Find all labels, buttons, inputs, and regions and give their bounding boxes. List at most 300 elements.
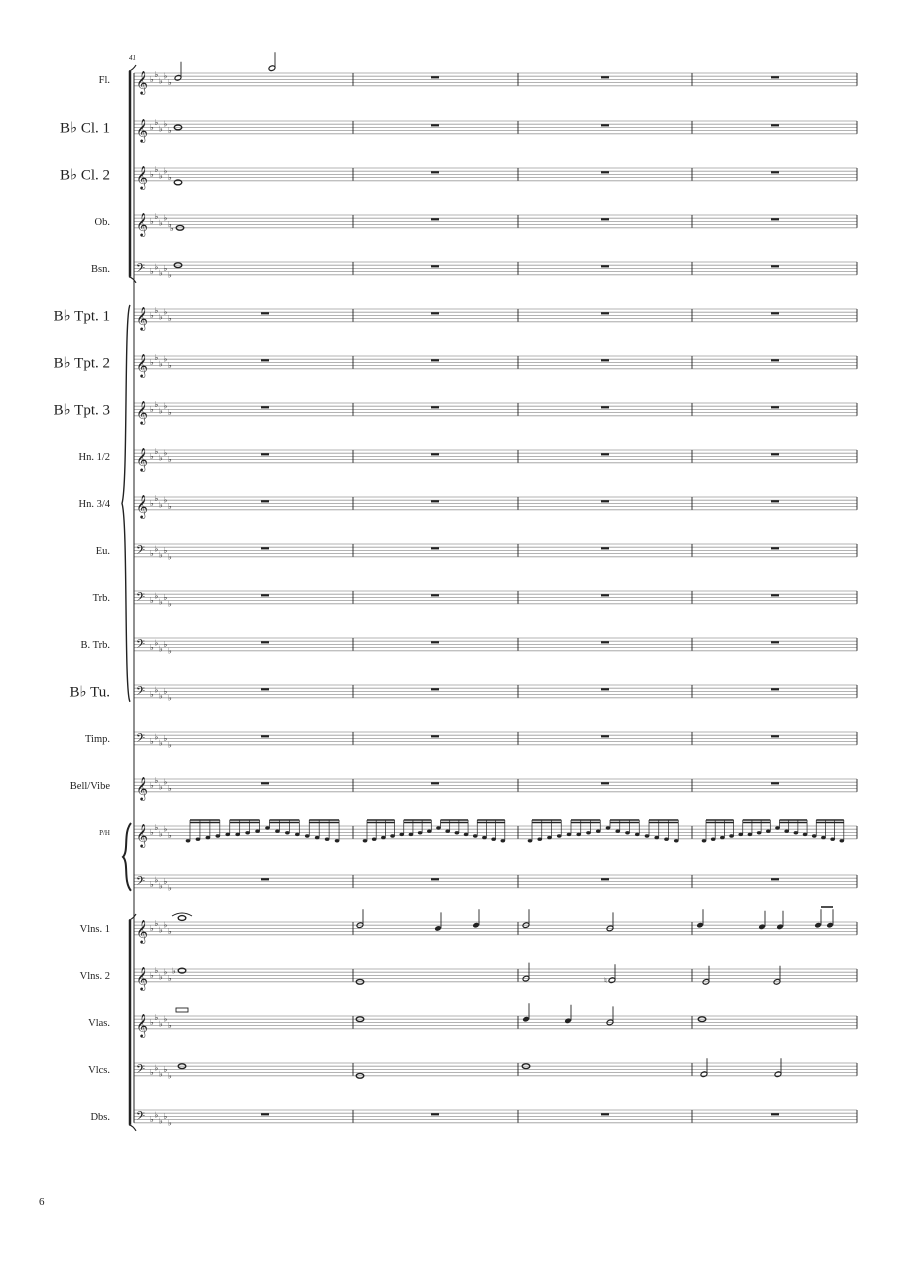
whole-rest <box>771 547 779 549</box>
treble-clef-icon: 𝄞 <box>136 117 148 142</box>
flat-icon: ♭ <box>154 919 159 929</box>
whole-rest <box>261 878 269 880</box>
flat-icon: ♭ <box>163 1111 168 1121</box>
flat-icon: ♭ <box>163 777 168 787</box>
sixteenth-note <box>445 830 450 833</box>
sixteenth-note <box>399 833 404 836</box>
flat-icon: ♭ <box>163 401 168 411</box>
flat-icon: ♭ <box>150 310 154 320</box>
whole-rest <box>771 76 779 78</box>
sixteenth-note <box>216 834 221 837</box>
flat-icon: ♭ <box>159 76 163 86</box>
flat-icon: ♭ <box>150 216 154 226</box>
whole-rest <box>261 641 269 643</box>
flat-icon: ♭ <box>159 500 163 510</box>
treble-clef-icon: 𝄞 <box>136 69 148 94</box>
flat-icon: ♭ <box>150 122 154 132</box>
flat-icon: ♭ <box>159 881 163 891</box>
whole-rest <box>431 312 439 314</box>
whole-rest <box>431 688 439 690</box>
sixteenth-note <box>196 838 201 841</box>
whole-rest <box>261 735 269 737</box>
flat-icon: ♭ <box>154 262 159 272</box>
treble-clef-icon: 𝄞 <box>136 1012 148 1037</box>
flat-icon: ♭ <box>163 545 168 555</box>
sixteenth-note <box>225 833 230 836</box>
sixteenth-note <box>840 839 845 842</box>
sixteenth-note <box>654 836 659 839</box>
sixteenth-note <box>436 826 441 829</box>
whole-rest <box>261 594 269 596</box>
bass-clef-icon: 𝄢 <box>136 543 146 560</box>
flat-icon: ♭ <box>163 686 168 696</box>
flat-icon: ♭ <box>159 644 163 654</box>
whole-rest <box>261 500 269 502</box>
whole-rest <box>771 312 779 314</box>
flat-icon: ♭ <box>150 267 154 277</box>
flat-icon: ♭ <box>154 1110 159 1120</box>
bass-clef-icon: 𝄢 <box>136 1062 146 1079</box>
bass-clef-icon: 𝄢 <box>136 261 146 278</box>
flat-icon: ♭ <box>163 495 168 505</box>
sixteenth-note <box>635 833 640 836</box>
flat-icon: ♭ <box>159 1069 163 1079</box>
sixteenth-note <box>528 839 533 842</box>
staff-label: Fl. <box>98 75 110 87</box>
flat-icon: ♭ <box>154 1013 159 1023</box>
sixteenth-note <box>245 831 250 834</box>
sixteenth-note <box>586 831 591 834</box>
staff-label: Vlcs. <box>88 1065 110 1077</box>
sixteenth-note <box>738 833 743 836</box>
sixteenth-note <box>305 834 310 837</box>
flat-icon: ♭ <box>168 126 172 136</box>
whole-rest <box>261 782 269 784</box>
flat-icon: ♭ <box>154 400 159 410</box>
sixteenth-note <box>711 838 716 841</box>
whole-rest <box>601 1113 609 1115</box>
flat-icon: ♭ <box>150 780 154 790</box>
sixteenth-note <box>206 836 211 839</box>
sixteenth-note <box>235 833 240 836</box>
treble-clef-icon: 𝄞 <box>136 352 148 377</box>
staff-label: Bsn. <box>91 264 110 276</box>
flat-icon: ♭ <box>159 738 163 748</box>
whole-rest <box>601 641 609 643</box>
sixteenth-note <box>830 838 835 841</box>
flat-icon: ♭ <box>163 920 168 930</box>
flat-icon: ♭ <box>163 592 168 602</box>
whole-rest <box>771 688 779 690</box>
sixteenth-note <box>720 836 725 839</box>
whole-rest <box>601 688 609 690</box>
staff-label: Vlns. 1 <box>79 924 110 936</box>
sixteenth-note <box>381 836 386 839</box>
staff-label: B♭ Tpt. 1 <box>53 308 110 325</box>
flat-icon: ♭ <box>159 1019 163 1029</box>
whole-rest <box>431 171 439 173</box>
flat-icon: ♭ <box>168 408 172 418</box>
flat-icon: ♭ <box>150 737 154 747</box>
whole-rest <box>261 453 269 455</box>
whole-rest <box>261 688 269 690</box>
flat-icon: ♭ <box>168 740 172 750</box>
flat-icon: ♭ <box>154 353 159 363</box>
flat-icon: ♭ <box>154 494 159 504</box>
staff-label: B♭ Tpt. 3 <box>53 402 110 419</box>
flat-icon: ♭ <box>168 784 172 794</box>
flat-icon: ♭ <box>168 599 172 609</box>
flat-icon: ♭ <box>154 70 159 80</box>
sixteenth-note <box>501 839 506 842</box>
sixteenth-note <box>812 834 817 837</box>
staff-label: B♭ Cl. 2 <box>59 167 110 184</box>
whole-rest <box>431 641 439 643</box>
whole-rest <box>431 735 439 737</box>
piano-brace <box>123 823 131 891</box>
whole-rest <box>431 547 439 549</box>
flat-icon: ♭ <box>168 220 172 230</box>
sixteenth-note <box>606 826 611 829</box>
whole-rest <box>601 406 609 408</box>
sixteenth-note <box>775 826 780 829</box>
flat-icon: ♭ <box>163 1064 168 1074</box>
flat-icon: ♭ <box>154 685 159 695</box>
flat-icon: ♭ <box>150 1017 154 1027</box>
flat-icon: ♭ <box>150 1068 154 1078</box>
flat-icon: ♭ <box>159 972 163 982</box>
flat-icon: ♭ <box>163 307 168 317</box>
sixteenth-note <box>409 833 414 836</box>
flat-icon: ♭ <box>159 925 163 935</box>
flat-icon: ♭ <box>163 1014 168 1024</box>
flat-icon: ♭ <box>150 549 154 559</box>
staff-label: P/H <box>99 828 110 837</box>
sixteenth-note <box>482 836 487 839</box>
staff-label: Vlns. 2 <box>79 971 110 983</box>
sixteenth-note <box>335 839 340 842</box>
flat-icon: ♭ <box>154 591 159 601</box>
whole-rest <box>771 641 779 643</box>
flat-icon: ♭ <box>168 1071 172 1081</box>
flat-icon: ♭ <box>150 923 154 933</box>
flat-icon: ♭ <box>154 732 159 742</box>
flat-icon: ♭ <box>168 502 172 512</box>
flat-icon: ♭ <box>154 823 159 833</box>
whole-rest <box>431 359 439 361</box>
staff-label: Vlas. <box>88 1018 110 1030</box>
flat-icon: ♭ <box>168 361 172 371</box>
sixteenth-note <box>363 839 368 842</box>
whole-rest <box>431 124 439 126</box>
flat-icon: ♭ <box>150 596 154 606</box>
staff-label: Eu. <box>95 546 110 558</box>
flat-icon: ♭ <box>154 447 159 457</box>
whole-rest <box>431 406 439 408</box>
whole-rest <box>771 406 779 408</box>
sixteenth-note <box>275 830 280 833</box>
flat-icon: ♭ <box>150 357 154 367</box>
sixteenth-note <box>295 833 300 836</box>
flat-icon: ♭ <box>154 966 159 976</box>
flat-icon: ♭ <box>154 165 159 175</box>
whole-rest <box>601 547 609 549</box>
bass-clef-icon: 𝄢 <box>136 731 146 748</box>
whole-rest <box>771 1113 779 1115</box>
strings-bracket-hook <box>129 1125 136 1131</box>
sixteenth-note <box>285 831 290 834</box>
bass-clef-icon: 𝄢 <box>136 590 146 607</box>
flat-icon: ♭ <box>154 1063 159 1073</box>
whole-rest <box>431 782 439 784</box>
whole-rest <box>431 878 439 880</box>
sixteenth-note <box>557 834 562 837</box>
flat-icon: ♭ <box>150 451 154 461</box>
sixteenth-note <box>664 838 669 841</box>
sixteenth-note <box>325 838 330 841</box>
sixteenth-note <box>702 839 707 842</box>
treble-clef-icon: 𝄞 <box>136 164 148 189</box>
bass-clef-icon: 𝄢 <box>136 1109 146 1126</box>
staff-label: Ob. <box>94 217 110 229</box>
sixteenth-note <box>455 831 460 834</box>
flat-icon: ♭ <box>159 550 163 560</box>
whole-rest <box>431 594 439 596</box>
flat-icon: ♭ <box>168 927 172 937</box>
sixteenth-note <box>729 834 734 837</box>
whole-rest <box>261 1113 269 1115</box>
whole-rest <box>431 76 439 78</box>
whole-rest <box>771 265 779 267</box>
flat-icon: ♭ <box>168 883 172 893</box>
sixteenth-note <box>255 830 260 833</box>
flat-icon: ♭ <box>154 875 159 885</box>
sixteenth-note <box>757 831 762 834</box>
flat-icon: ♭ <box>172 966 176 976</box>
whole-rest <box>771 124 779 126</box>
flat-icon: ♭ <box>150 74 154 84</box>
flat-icon: ♭ <box>159 597 163 607</box>
whole-rest <box>601 782 609 784</box>
bass-clef-icon: 𝄢 <box>136 684 146 701</box>
sixteenth-note <box>427 830 432 833</box>
flat-icon: ♭ <box>163 448 168 458</box>
flat-icon: ♭ <box>150 169 154 179</box>
staff-label: B♭ Cl. 1 <box>59 120 110 137</box>
flat-icon: ♭ <box>163 119 168 129</box>
flat-icon: ♭ <box>163 166 168 176</box>
flat-icon: ♭ <box>168 1021 172 1031</box>
flat-icon: ♭ <box>163 354 168 364</box>
flat-icon: ♭ <box>168 552 172 562</box>
flat-icon: ♭ <box>159 171 163 181</box>
sixteenth-note <box>821 836 826 839</box>
flat-icon: ♭ <box>159 453 163 463</box>
whole-rest <box>261 312 269 314</box>
flat-icon: ♭ <box>150 643 154 653</box>
flat-icon: ♭ <box>170 223 174 233</box>
breve-note <box>176 1008 188 1012</box>
whole-rest <box>601 594 609 596</box>
whole-rest <box>771 594 779 596</box>
treble-clef-icon: 𝄞 <box>136 965 148 990</box>
treble-clef-icon: 𝄞 <box>136 211 148 236</box>
sixteenth-note <box>766 830 771 833</box>
flat-icon: ♭ <box>168 1118 172 1128</box>
flat-icon: ♭ <box>163 213 168 223</box>
sixteenth-note <box>748 833 753 836</box>
sixteenth-note <box>674 839 679 842</box>
whole-note <box>178 916 186 921</box>
flat-icon: ♭ <box>154 306 159 316</box>
flat-icon: ♭ <box>154 212 159 222</box>
flat-icon: ♭ <box>163 824 168 834</box>
flat-icon: ♭ <box>159 312 163 322</box>
flat-icon: ♭ <box>168 78 172 88</box>
whole-rest <box>431 500 439 502</box>
whole-rest <box>261 547 269 549</box>
whole-rest <box>431 1113 439 1115</box>
flat-icon: ♭ <box>163 639 168 649</box>
sixteenth-note <box>784 830 789 833</box>
sixteenth-note <box>186 839 191 842</box>
sixteenth-note <box>567 833 572 836</box>
whole-rest <box>601 735 609 737</box>
flat-icon: ♭ <box>150 827 154 837</box>
sixteenth-note <box>418 831 423 834</box>
flat-icon: ♭ <box>163 967 168 977</box>
sixteenth-note <box>390 834 395 837</box>
whole-rest <box>261 406 269 408</box>
whole-rest <box>771 359 779 361</box>
flat-icon: ♭ <box>168 646 172 656</box>
whole-rest <box>601 453 609 455</box>
whole-rest <box>601 124 609 126</box>
flat-icon: ♭ <box>159 691 163 701</box>
flat-icon: ♭ <box>159 406 163 416</box>
staff-label: B. Trb. <box>80 640 110 652</box>
sixteenth-note <box>537 838 542 841</box>
sixteenth-note <box>625 831 630 834</box>
whole-rest <box>431 218 439 220</box>
staff-label: Hn. 3/4 <box>78 499 110 511</box>
flat-icon: ♭ <box>154 638 159 648</box>
page-number: 6 <box>39 1196 45 1208</box>
flat-icon: ♭ <box>168 270 172 280</box>
whole-rest <box>601 76 609 78</box>
flat-icon: ♭ <box>159 359 163 369</box>
sixteenth-note <box>615 830 620 833</box>
flat-icon: ♭ <box>154 776 159 786</box>
sixteenth-note <box>547 836 552 839</box>
flat-icon: ♭ <box>150 970 154 980</box>
whole-rest <box>601 312 609 314</box>
whole-rest <box>771 500 779 502</box>
bass-clef-icon: 𝄢 <box>136 874 146 891</box>
flat-icon: ♭ <box>154 118 159 128</box>
measure-number: 41 <box>129 54 136 62</box>
treble-clef-icon: 𝄞 <box>136 399 148 424</box>
sixteenth-note <box>645 834 650 837</box>
flat-icon: ♭ <box>159 782 163 792</box>
flat-icon: ♭ <box>154 544 159 554</box>
whole-rest <box>771 782 779 784</box>
strings-bracket-hook <box>129 914 136 920</box>
woodwind-bracket-hook <box>129 277 136 283</box>
whole-rest <box>601 878 609 880</box>
sixteenth-note <box>473 834 478 837</box>
treble-clef-icon: 𝄞 <box>136 775 148 800</box>
flat-icon: ♭ <box>150 880 154 890</box>
flat-icon: ♭ <box>168 831 172 841</box>
flat-icon: ♭ <box>159 1116 163 1126</box>
flat-icon: ♭ <box>163 733 168 743</box>
sixteenth-note <box>372 838 377 841</box>
flat-icon: ♭ <box>168 173 172 183</box>
whole-rest <box>601 265 609 267</box>
whole-rest <box>601 218 609 220</box>
flat-icon: ♭ <box>163 263 168 273</box>
brass-brace <box>122 305 130 702</box>
staff-label: Dbs. <box>90 1112 110 1124</box>
whole-rest <box>771 218 779 220</box>
whole-rest <box>601 171 609 173</box>
flat-icon: ♭ <box>163 71 168 81</box>
flat-icon: ♭ <box>159 829 163 839</box>
sixteenth-note <box>803 833 808 836</box>
whole-rest <box>771 171 779 173</box>
treble-clef-icon: 𝄞 <box>136 493 148 518</box>
woodwind-bracket-hook <box>129 65 136 71</box>
sixteenth-note <box>491 838 496 841</box>
treble-clef-icon: 𝄞 <box>136 918 148 943</box>
sixteenth-note <box>596 830 601 833</box>
treble-clef-icon: 𝄞 <box>136 822 148 847</box>
staff-label: Bell/Vibe <box>69 781 110 793</box>
sixteenth-note <box>464 833 469 836</box>
flat-icon: ♭ <box>159 218 163 228</box>
flat-icon: ♭ <box>168 693 172 703</box>
sixteenth-note <box>315 836 320 839</box>
staff-label: Timp. <box>84 734 110 746</box>
flat-icon: ♭ <box>168 314 172 324</box>
staff-label: Trb. <box>92 593 110 605</box>
bass-clef-icon: 𝄢 <box>136 637 146 654</box>
flat-icon: ♭ <box>159 268 163 278</box>
staff-label: Hn. 1/2 <box>78 452 110 464</box>
natural-icon: ♮ <box>604 976 607 986</box>
treble-clef-icon: 𝄞 <box>136 446 148 471</box>
treble-clef-icon: 𝄞 <box>136 305 148 330</box>
staff-label: B♭ Tu. <box>69 684 110 701</box>
flat-icon: ♭ <box>163 876 168 886</box>
sixteenth-note <box>576 833 581 836</box>
whole-rest <box>431 453 439 455</box>
whole-rest <box>771 878 779 880</box>
whole-rest <box>431 265 439 267</box>
whole-rest <box>771 453 779 455</box>
staff-label: B♭ Tpt. 2 <box>53 355 110 372</box>
whole-rest <box>601 359 609 361</box>
sixteenth-note <box>794 831 799 834</box>
flat-icon: ♭ <box>150 690 154 700</box>
flat-icon: ♭ <box>168 455 172 465</box>
whole-rest <box>771 735 779 737</box>
flat-icon: ♭ <box>159 124 163 134</box>
flat-icon: ♭ <box>150 1115 154 1125</box>
sixteenth-note <box>265 826 270 829</box>
whole-rest <box>261 359 269 361</box>
